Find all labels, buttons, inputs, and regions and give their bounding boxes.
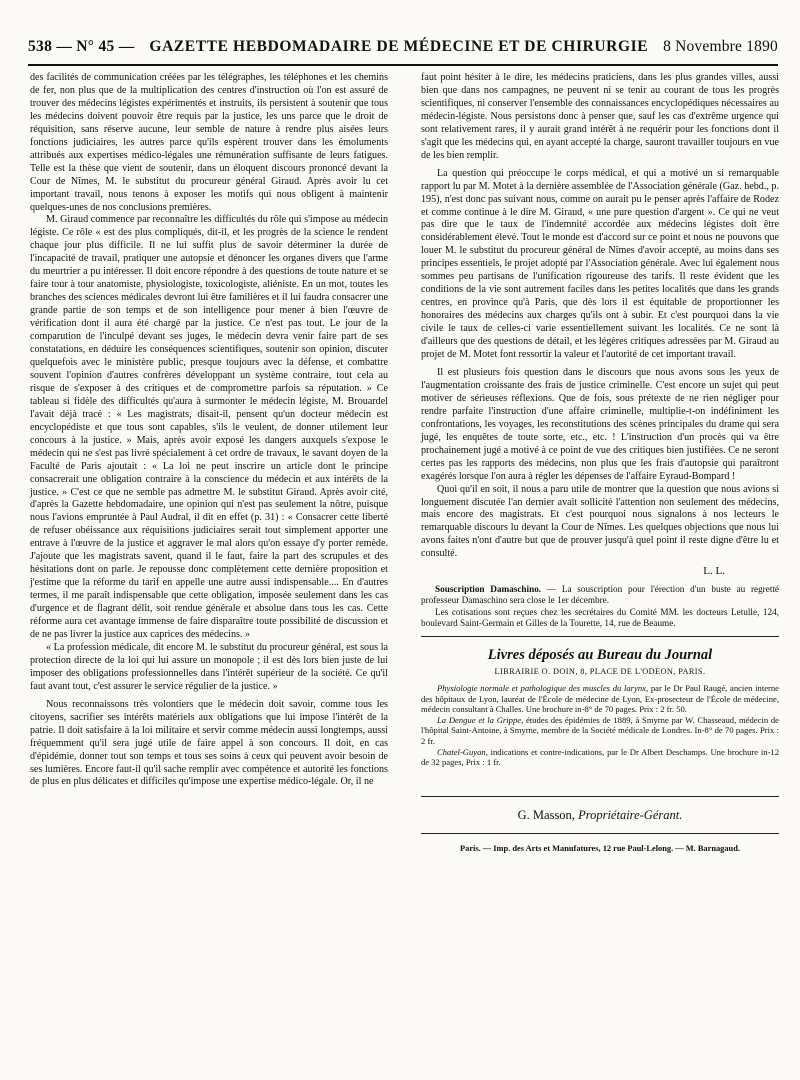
book-entry (421, 747, 779, 768)
book-details: études des épidémies de 1889, à Smyrne par W. Chasseaud, médecin de l'hôpital Saint-Antoine, à Smyrne, membre de la Société médicale de Londres. In-8° de 70 pages. Prix : 2 fr. (421, 714, 779, 746)
article-paragraph: Nous reconnaissons très volontiers que le médecin doit savoir, comme tous les citoyens, sacrifier ses intérêts matériels aux obligations que lui impose l'intérêt de la patrie. Il doit satisfaire à la loi militaire et servir comme médecin aussi longtemps, aussi fréquemment qu'il sera jugé utile de faire appel à son concours. Il doit, en cas d'épidémie, donner tout son temps et tous ses soins à ceux qui peuvent avoir besoin de ses lumières. Encore faut-il qu'il sache remplir avec compétence et autorité les fonctions de plus en plus délicates et difficiles qu'impose une expertise médico-légale. Or, il ne (30, 698, 388, 788)
article-paragraph: Quoi qu'il en soit, il nous a paru utile de montrer que la question que nous avions si longuement discutée l'an dernier avait sollicité l'attention non seulement des médecins, mais encore des magistrats. Et c'est pourquoi nous signalons à nos lecteurs le remarquable discours lu devant la Cour de Nîmes. Les quelques objections que nous lui avons faites n'ont d'autre but que de prouver jusqu'à quel point il reste digne d'être lu et consulté. (421, 483, 779, 560)
manager-role: Propriétaire-Gérant. (578, 807, 683, 822)
book-details: par le Dr Paul Raugé, ancien interne des hôpitaux de Lyon, lauréat de l'École de médecine de Lyon, Ex-prosecteur de l'École de médecine, médecin consultant à Challes. Une brochure in-8° de 70 pages. Prix : 2 fr. 50. (421, 682, 779, 715)
journal-title: GAZETTE HEBDOMADAIRE DE MÉDECINE ET DE CHIRURGIE (149, 38, 649, 55)
book-entry (421, 683, 779, 715)
book-title: Physiologie normale et pathologique des muscles du larynx, (437, 682, 649, 693)
notice-title: Souscription Damaschino. (435, 584, 542, 595)
article-paragraph: Il est plusieurs fois question dans le discours que nous avons sous les yeux de l'augmentation croissante des frais de justice criminelle. C'est encore un sujet qui peut motiver de sérieuses réflexions. Que de fois, sous prétexte de ne rien négliger pour rendre parfaite l'instruction d'une affaire criminelle, multiplie-t-on indéfiniment les confrontations, les voyages, les reconstitutions des scènes principales du drame qui sera jugé, les enquêtes de toute sorte, etc., etc. ! L'instruction d'un procès qui va être prochainement jugé a motivé à ce point de vue des critiques bien justifiées. Ce ne seront certes pas les rapports des médecins, non plus que les frais d'autopsie qui paraîtront exagérés lorsque l'on aura à régler les dépenses de l'affaire Eyraud-Bompard ! (421, 366, 779, 482)
divider (421, 636, 779, 637)
books-heading: Livres déposés au Bureau du Journal (487, 647, 713, 664)
book-title: La Dengue et la Grippe, (437, 714, 524, 725)
page-number: 538 — N° 45 — (28, 38, 135, 55)
book-details: indications et contre-indications, par le Dr Albert Deschamps. Une brochure in-12 de 32 pages, Prix : 1 fr. (421, 746, 779, 768)
article-paragraph: « La profession médicale, dit encore M. le substitut du procureur général, est sous la protection directe de la loi qui lui assure un monopole ; il est dès lors bien juste de lui imposer des obligations professionnelles dans l'intérêt supérieur de la société. Ce qu'il faut avant tout, c'est assurer le service régulier de la justice. » (30, 641, 388, 692)
manager-line (421, 796, 779, 834)
notice-text: — La souscription pour l'érection d'un buste au regretté professeur Damaschino sera close le 1er décembre. (421, 584, 780, 606)
notice-text: Les cotisations sont reçues chez les secrétaires du Comité MM. les docteurs Letulle, 124, boulevard Saint-Germain et Gilles de la Tourette, 14, rue de Beaume. (421, 606, 779, 628)
issue-date: 8 Novembre 1890 (663, 38, 778, 55)
page-header (28, 38, 778, 66)
left-column (30, 72, 388, 789)
right-column (421, 72, 779, 856)
book-title: Chatel-Guyon, (437, 746, 488, 757)
article-paragraph: La question qui préoccupe le corps médical, et qui a motivé un si remarquable rapport lu par M. Motet à la dernière assemblée de l'Association générale (Gaz. hebd., p. 195), n'est donc pas suivant nous, comme on aurait pu le penser après l'affaire de Rodez et comme continue à le dire M. Giraud, « une pure question d'argent ». Ce qui ne veut pas dire que le taux de l'indemnité accordée aux médecins légistes doit être considérablement élevé. Tout le monde est d'accord sur ce point et nous ne pouvons que louer M. le substitut du procureur général de Nîmes d'avoir accepté, au moins dans ses principes essentiels, le projet adopté par l'Association générale. Avec lui également nous sommes peu partisans de l'unification rigoureuse des tarifs. Il reste évident que les conditions de la vie sont autrement faciles dans les petites localités que dans les grands centres, en province qu'à Paris, que dès lors il est équitable de proportionner les honoraires des médecins aux charges qu'ils ont à subir. Et c'est pourquoi dans la vie civile le taux de celles-ci varie essentiellement suivant les localités. Ce ne sont là d'ailleurs que des questions de détail, et les légères critiques adressées par M. Giraud au projet de M. Motet font ressortir la valeur et l'autorité de cet important travail. (421, 167, 779, 361)
book-entry (421, 715, 779, 747)
manager-name: G. Masson, (517, 807, 575, 822)
author-signature: L. L. (703, 565, 725, 578)
article-paragraph: faut point hésiter à le dire, les médecins praticiens, dans les plus grandes villes, aussi bien que dans nos campagnes, ne peuvent ni se tenir au courant de tous les progrès scientifiques, ni conserver l'ensemble des connaissances encyclopédiques nécessaires au médecin-légiste. Nous persistons donc à penser que, sauf les cas d'extrême urgence qui sont relativement rares, il y aurait grand intérêt à ne requérir pour les fonctions dont il s'agit que les médecins qui, en ayant accepté la charge, sauront travailler toujours en vue de les bien remplir. (421, 72, 779, 161)
books-publisher: LIBRAIRIE O. DOIN, 8, PLACE DE L'ODEON, PARIS. (494, 666, 706, 676)
article-paragraph: des facilités de communication créées par les télégraphes, les téléphones et les chemins de fer, non plus que de la multiplication des centres d'instruction où l'on est assuré de trouver des médecins légistes expérimentés et instruits, ils persistent à soutenir que tous les médecins doivent pouvoir être requis par la justice, les uns parce que le droit de réquisition, sans réserve aucune, leur semble de nature à rendre plus aisées leurs fonctions judiciaires, les autres parce qu'ils espèrent trouver dans les émoluments attribués aux expertises médico-légales une rémunération suffisante de leurs fatigues. Telle est la thèse que vient de soutenir, dans un éloquent discours prononcé devant la Cour de Nîmes, M. le substitut du procureur général Giraud. Après avoir lu cet important travail, nous tenons à exposer les motifs qui nous obligent à maintenir quelques-unes de nos conclusions premières. (30, 72, 388, 213)
subscription-notice (421, 584, 779, 629)
printer-line: Paris. — Imp. des Arts et Manufatures, 12 rue Paul-Lelong. — M. Barnagaud. (460, 843, 740, 853)
article-paragraph: M. Giraud commence par reconnaître les difficultés du rôle qui s'impose au médecin légiste. Ce rôle « est des plus compliqués, dit-il, et les progrès de la science le rendent chaque jour plus difficile. Il ne lui suffit plus de savoir déterminer la durée de l'incapacité de travail, pratiquer une autopsie et dénoncer les organes divers que l'arme du meurtrier a pu intéresser. Il doit encore répondre à des questions de toute nature et se faire tour à tour anatomiste, physiologiste, toxicologiste, aliéniste. En un mot, toutes les branches des sciences médicales devront lui être familières et il lui faudra consacrer une grande partie de son temps et de son intelligence pour mener à bien l'œuvre de vérification dont il aura été chargé par la justice. Ce n'est pas tout. Le jour de la comparution de l'inculpé devant ses juges, le médecin devra venir faire part de ses constatations, en déduire les conséquences scientifiques, soutenir son opinion, discuter quelquefois avec le ministère public, presque toujours avec la défense, et combattre souvent l'opinion d'autres confrères développant un système contraire, tout cela au risque de s'exposer à des critiques et de compromettre parfois sa réputation. » Ce tableau si fidèle des difficultés qu'aura à surmonter le médecin légiste, M. Brouardel l'avait déjà tracé : « Les magistrats, disait-il, pensent qu'un docteur médecin est encyclopédiste et que tous sont capables, s'ils le veulent, de donner utilement leur concours à la justice. » Mais, après avoir exposé les dangers auxquels s'expose le médecin qui ne s'est pas livré spécialement à cet ordre de travaux, le savant doyen de la Faculté de Paris ajoutait : « La loi ne peut inscrire un article dont le principe consacrerait une obligation contraire à la conscience du médecin et aux intérêts de la justice. » C'est ce que ne semble pas admettre M. le substitut Giraud. Après avoir cité, d'après la Gazette hebdomadaire, une opinion qui n'est pas seulement la nôtre, puisque nous l'avions empruntée à Paul Audral, il dit en effet (p. 31) : « Consacrer cette liberté de refuser obéissance aux réquisitions judiciaires serait tout simplement apporter une entrave à l'œuvre de la justice et aggraver le mal alors qu'on essaye d'y porter remède. J'ajoute que les magistrats savent, quand il le faut, faire la part des scrupules et des hésitations dont on parle. Je repousse donc complètement cette dernière proposition et j'estime que la réforme du tarif en appelle une autre aussi indispensable.... En d'autres termes, il me paraît indispensable que cette obligation, imposée seulement dans les cas d'urgence et de flagrant délit, soit rendue générale et absolue dans tous les cas. Cette réforme aura cet avantage immense de faire disparaître toute possibilité de discussion et de ne pas livrer la justice aux caprices des médecins. » (30, 214, 388, 640)
